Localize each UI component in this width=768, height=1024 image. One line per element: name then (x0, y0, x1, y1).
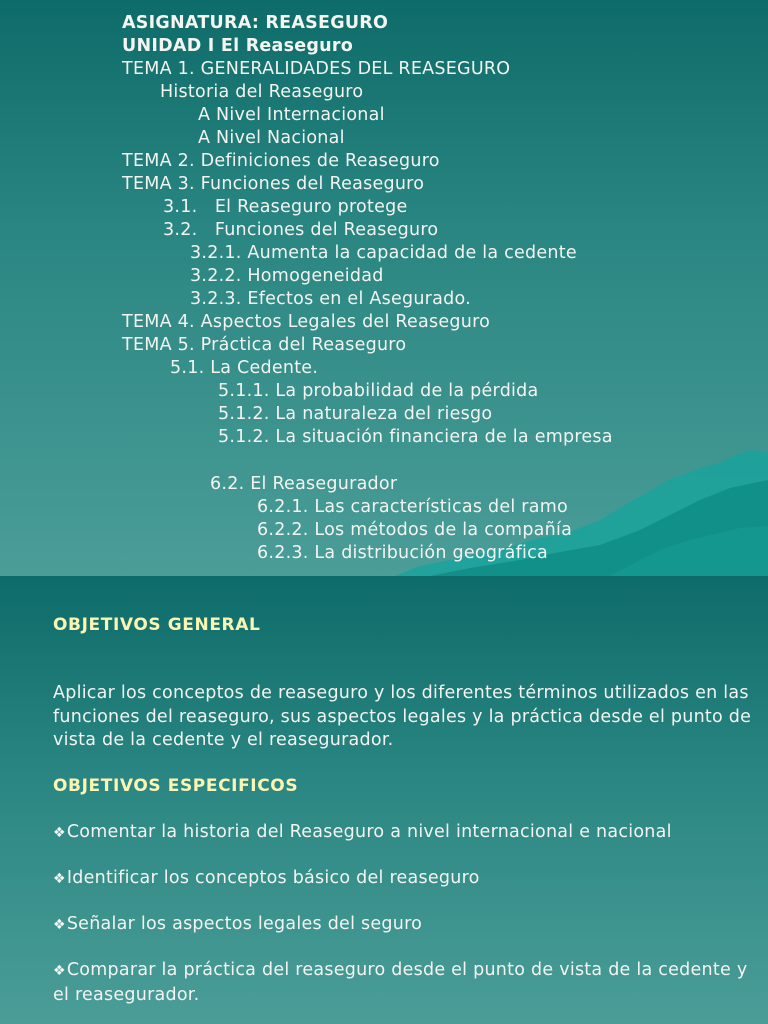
specific-objective-text: Comentar la historia del Reaseguro a nivel internacional e nacional (66, 822, 672, 842)
specific-objectives-heading: OBJETIVOS ESPECIFICOS (53, 776, 299, 796)
subtopic-3-2-2: 3.2.2. Homogeneidad (190, 266, 384, 286)
topic-4: TEMA 4. Aspectos Legales del Reaseguro (122, 312, 491, 332)
subtopic-5-1-2a: 5.1.2. La naturaleza del riesgo (218, 404, 493, 424)
subtopic-6-2-3: 6.2.3. La distribución geográfica (257, 543, 548, 563)
subtopic-history: Historia del Reaseguro (160, 82, 364, 102)
diamond-bullet-icon: ❖ (53, 871, 66, 887)
subtopic-international: A Nivel Internacional (198, 105, 385, 125)
topic-5: TEMA 5. Práctica del Reaseguro (122, 335, 407, 355)
subtopic-6-2-2: 6.2.2. Los métodos de la compañía (257, 520, 573, 540)
diamond-bullet-icon: ❖ (53, 917, 66, 933)
specific-objective-text: Señalar los aspectos legales del seguro (66, 914, 423, 934)
subtopic-6-2-1: 6.2.1. Las características del ramo (257, 497, 568, 517)
unit-title: UNIDAD I El Reaseguro (122, 36, 354, 56)
diamond-bullet-icon: ❖ (53, 963, 66, 979)
subtopic-5-1-2b: 5.1.2. La situación financiera de la empresa (218, 427, 613, 447)
subtopic-5-1-1: 5.1.1. La probabilidad de la pérdida (218, 381, 539, 401)
subtopic-3-1: 3.1. El Reaseguro protege (163, 197, 408, 217)
specific-objective-text: Identificar los conceptos básico del reaseguro (66, 868, 480, 888)
topic-2: TEMA 2. Definiciones de Reaseguro (122, 151, 440, 171)
topic-3: TEMA 3. Funciones del Reaseguro (122, 174, 425, 194)
subtopic-3-2-1: 3.2.1. Aumenta la capacidad de la cedente (190, 243, 577, 263)
general-objective-heading: OBJETIVOS GENERAL (53, 615, 261, 635)
subtopic-3-2: 3.2. Funciones del Reaseguro (163, 220, 439, 240)
topic-1: TEMA 1. GENERALIDADES DEL REASEGURO (122, 59, 511, 79)
specific-objective-item (53, 821, 753, 846)
diamond-bullet-icon: ❖ (53, 825, 66, 841)
subtopic-6-2: 6.2. El Reasegurador (210, 474, 398, 494)
specific-objective-item (53, 913, 753, 938)
slide-objectives (0, 576, 768, 1024)
specific-objective-text: Comparar la práctica del reaseguro desde el punto de vista de la cedente y el reasegurador. (53, 960, 748, 1005)
specific-objective-item (53, 959, 753, 1007)
general-objective-text: Aplicar los conceptos de reaseguro y los diferentes términos utilizados en las funciones del reaseguro, sus aspectos legales y la práctica desde el punto de vista de la cedente y el reasegurador. (53, 683, 752, 750)
specific-objective-item (53, 867, 753, 892)
subtopic-national: A Nivel Nacional (198, 128, 345, 148)
subtopic-3-2-3: 3.2.3. Efectos en el Asegurado. (190, 289, 471, 309)
subtopic-5-1: 5.1. La Cedente. (170, 358, 319, 378)
course-title: ASIGNATURA: REASEGURO (122, 13, 389, 33)
